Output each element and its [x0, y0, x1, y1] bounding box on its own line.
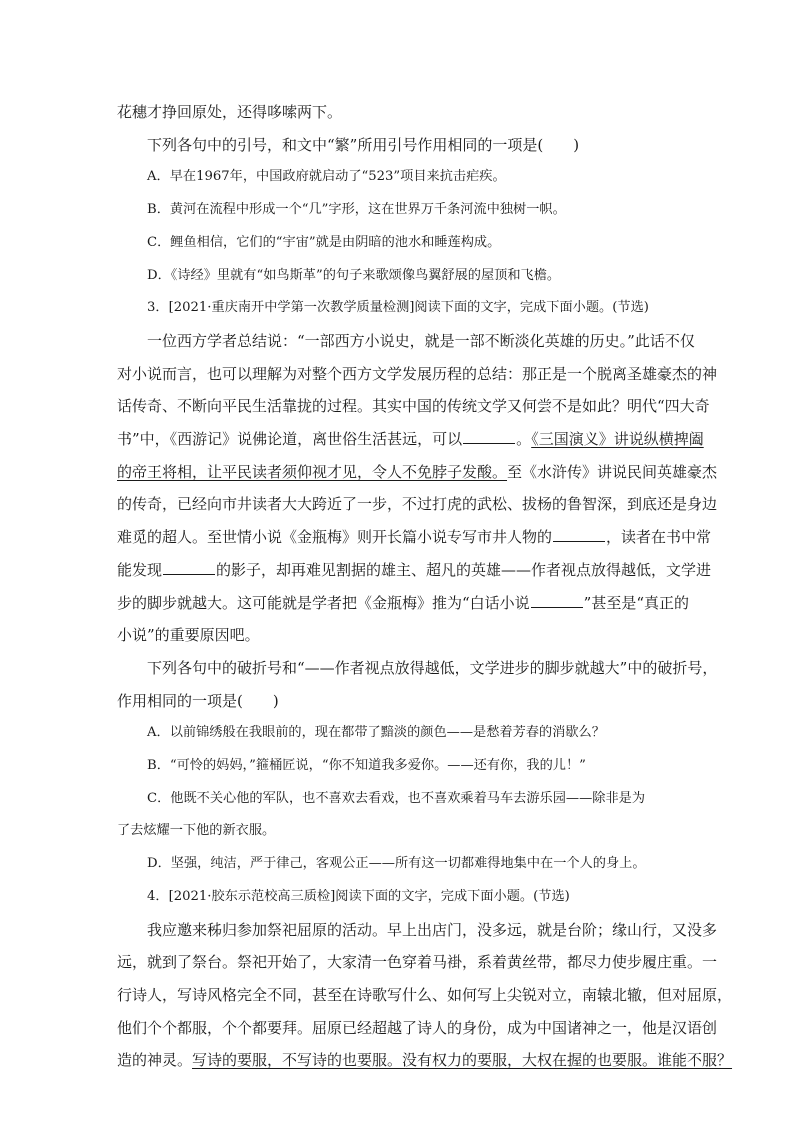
passage-text: 书”中，《西游记》说佛论道，离世俗生活甚远，可以	[117, 430, 463, 449]
passage-line: 我应邀来秭归参加祭祀屈原的活动。早上出店门，没多远，就是台阶；缘山行，又没多	[147, 920, 718, 939]
passage-text: 步的脚步就越大。这可能就是学者把《金瓶梅》推为“白话小说	[117, 593, 530, 612]
option-c-continued: 了去炫耀一下他的新衣服。	[117, 823, 276, 839]
passage-text: 难觅的超人。至世情小说《金瓶梅》则开长篇小说专写市井人物的	[117, 528, 553, 547]
option-d: D．坚强，纯洁，严于律己，客观公正——所有这一切都难得地集中在一个人的身上。	[147, 856, 646, 872]
question-stem: 下列各句中的破折号和“——作者视点放得越低，文学进步的脚步就越大”中的破折号，	[147, 658, 718, 677]
text-line: 花穗才挣回原处，还得哆嗦两下。	[117, 103, 343, 121]
passage-line	[117, 1044, 733, 1077]
option-a: A．以前锦绣般在我眼前的，现在都带了黯淡的颜色——是愁着芳春的消歇么？	[147, 725, 605, 741]
underlined-text: 《三国演义》讲说纵横捭阖	[531, 430, 704, 449]
question-stem: 作用相同的一项是( )	[117, 691, 279, 710]
passage-line: 他们个个都服，个个都要拜。屈原已经超越了诗人的身份，成为中国诸神之一，他是汉语创	[117, 1018, 718, 1037]
passage-text: 至《水浒传》讲说民间英雄豪杰	[507, 462, 718, 481]
passage-line: 话传奇、不断向平民生活靠拢的过程。其实中国的传统文学又何尝不是如此？明代“四大奇	[117, 397, 710, 416]
passage-text: ”甚至是“真正的	[583, 593, 690, 612]
answer-blank[interactable]	[163, 559, 215, 575]
underlined-text: 写诗的要服，不写诗的也要服。没有权力的要服，大权在握的也要服。谁能不服？	[192, 1051, 733, 1070]
passage-line	[117, 423, 704, 456]
question-header: 3．[2021·重庆南开中学第一次教学质量检测]阅读下面的文字，完成下面小题。(节选)	[147, 300, 649, 316]
option-c: C．鲤鱼相信，它们的“宇宙”就是由阴暗的池水和睡莲构成。	[147, 234, 501, 250]
document-page	[117, 96, 733, 1077]
passage-text: 造的神灵。	[117, 1051, 193, 1070]
passage-text: ，读者在书中常	[606, 528, 712, 547]
passage-line: 远，就到了祭台。祭祀开始了，大家清一色穿着马褂，系着黄丝带，都尽力使步履庄重。一	[117, 953, 718, 972]
option-b: B．“可怜的妈妈，”箍桶匠说，“你不知道我多爱你。——还有你，我的儿！”	[147, 758, 586, 774]
answer-blank[interactable]	[531, 592, 583, 608]
question-header: 4．[2021·胶东示范校高三质检]阅读下面的文字，完成下面小题。(节选)	[147, 888, 570, 904]
passage-line	[117, 554, 712, 587]
passage-line: 一位西方学者总结说：“一部西方小说史，就是一部不断淡化英雄的历史。”此话不仅	[147, 331, 695, 350]
question-stem: 下列各句中的引号，和文中“繁”所用引号作用相同的一项是( )	[147, 135, 580, 154]
passage-line: 的传奇，已经向市井读者大大跨近了一步，不过打虎的武松、拔杨的鲁智深，到底还是身边	[117, 495, 718, 514]
passage-text: 的影子，却再难见割据的雄主、超凡的英雄——作者视点放得越低，文学进	[216, 560, 712, 579]
option-c: C．他既不关心他的军队，也不喜欢去看戏，也不喜欢乘着马车去游乐园——除非是为	[147, 790, 646, 806]
passage-text: 。	[516, 430, 532, 449]
answer-blank[interactable]	[553, 526, 605, 542]
passage-line: 小说”的重要原因吧。	[117, 626, 260, 645]
option-d: D．《诗经》里就有“如鸟斯革”的句子来歌颂像鸟翼舒展的屋顶和飞檐。	[147, 267, 561, 283]
passage-line	[117, 456, 718, 489]
passage-line	[117, 521, 712, 554]
passage-line: 对小说而言，也可以理解为对整个西方文学发展历程的总结：那正是一个脱离圣雄豪杰的神	[117, 364, 718, 383]
passage-line: 行诗人，写诗风格完全不同，甚至在诗歌写什么、如何写上尖锐对立，南辕北辙，但对屈原，	[117, 985, 733, 1004]
passage-text: 能发现	[117, 560, 163, 579]
option-b: B．黄河在流程中形成一个“几”字形，这在世界万千条河流中独树一帜。	[147, 202, 566, 218]
option-a: A．早在1967年，中国政府就启动了“523”项目来抗击疟疾。	[147, 169, 506, 185]
underlined-text: 的帝王将相，让平民读者须仰视才见，令人不免脖子发酸。	[117, 462, 508, 481]
answer-blank[interactable]	[463, 428, 515, 444]
passage-line	[117, 587, 690, 620]
